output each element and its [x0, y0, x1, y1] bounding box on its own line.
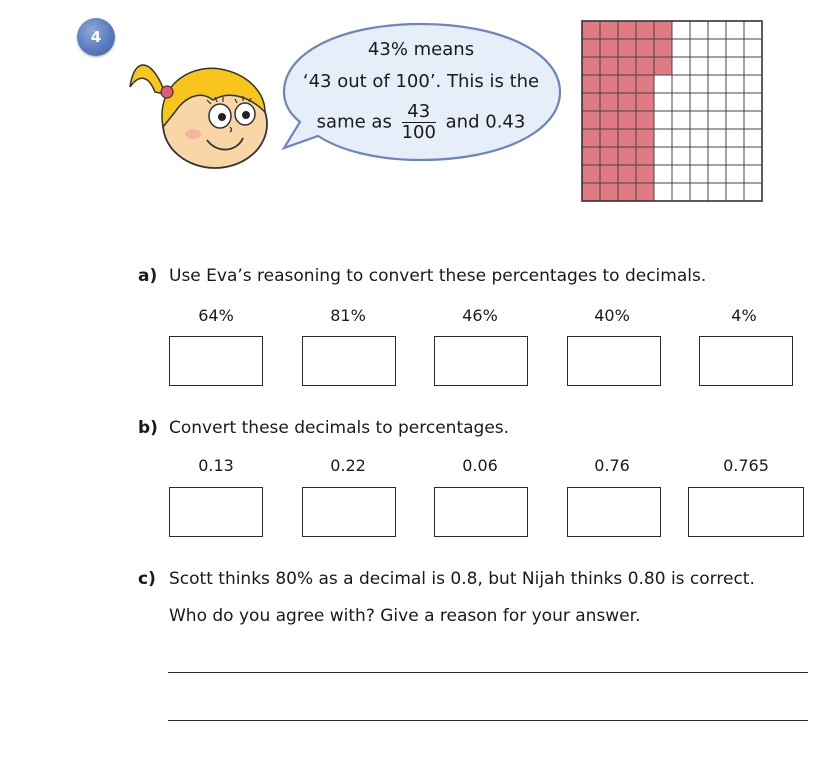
grid-cell	[744, 165, 762, 183]
part-a-answer-box[interactable]	[699, 336, 793, 386]
grid-cell-shaded	[600, 93, 618, 111]
grid-cell	[708, 21, 726, 39]
grid-cell	[726, 93, 744, 111]
grid-cell	[744, 129, 762, 147]
grid-cell	[744, 93, 762, 111]
grid-cell	[726, 75, 744, 93]
part-b-answer-box[interactable]	[169, 487, 263, 537]
grid-cell	[726, 39, 744, 57]
part-b-answer-box[interactable]	[434, 487, 528, 537]
part-a-answer-box[interactable]	[169, 336, 263, 386]
grid-cell	[654, 111, 672, 129]
grid-cell-shaded	[582, 75, 600, 93]
part-c-question: Who do you agree with? Give a reason for your answer.	[169, 606, 641, 626]
grid-cell	[672, 165, 690, 183]
grid-cell	[672, 57, 690, 75]
grid-cell-shaded	[636, 75, 654, 93]
question-number-badge: 4	[77, 18, 115, 56]
grid-cell-shaded	[582, 111, 600, 129]
grid-cell	[654, 147, 672, 165]
grid-cell	[690, 129, 708, 147]
grid-cell-shaded	[582, 129, 600, 147]
grid-cell	[744, 111, 762, 129]
grid-cell	[672, 39, 690, 57]
grid-cell-shaded	[600, 147, 618, 165]
grid-cell-shaded	[582, 147, 600, 165]
answer-line[interactable]	[168, 672, 808, 673]
grid-cell	[690, 57, 708, 75]
part-b-label: b)	[138, 418, 158, 438]
part-b-value: 0.13	[198, 456, 234, 475]
grid-cell	[708, 39, 726, 57]
part-b-value: 0.765	[723, 456, 769, 475]
grid-cell-shaded	[600, 75, 618, 93]
grid-cell	[690, 111, 708, 129]
grid-cell	[708, 183, 726, 201]
grid-cell	[708, 129, 726, 147]
grid-cell	[690, 165, 708, 183]
grid-cell	[690, 39, 708, 57]
grid-cell	[690, 147, 708, 165]
part-b-answer-box[interactable]	[567, 487, 661, 537]
speech-line-3-suffix: and 0.43	[445, 111, 526, 133]
part-b-value: 0.76	[594, 456, 630, 475]
grid-cell	[654, 75, 672, 93]
part-a-answer-box[interactable]	[567, 336, 661, 386]
grid-cell	[744, 183, 762, 201]
grid-cell-shaded	[636, 165, 654, 183]
part-a-label: a)	[138, 266, 158, 286]
part-c-label: c)	[138, 569, 156, 589]
grid-cell	[708, 111, 726, 129]
grid-cell	[726, 165, 744, 183]
grid-cell-shaded	[582, 21, 600, 39]
grid-cell-shaded	[636, 93, 654, 111]
grid-cell-shaded	[636, 111, 654, 129]
grid-cell	[744, 147, 762, 165]
grid-cell	[672, 75, 690, 93]
grid-cell-shaded	[618, 147, 636, 165]
hundred-square-grid	[581, 20, 763, 202]
speech-line-3	[290, 102, 552, 143]
grid-cell-shaded	[618, 93, 636, 111]
grid-cell-shaded	[618, 39, 636, 57]
grid-cell	[744, 39, 762, 57]
speech-bubble-text	[290, 34, 552, 143]
grid-cell-shaded	[618, 129, 636, 147]
fraction-denominator: 100	[401, 122, 436, 143]
part-a-value: 64%	[198, 306, 234, 325]
grid-cell	[690, 183, 708, 201]
grid-cell	[726, 183, 744, 201]
fraction-numerator: 43	[402, 102, 436, 123]
part-b-answer-box[interactable]	[688, 487, 804, 537]
grid-cell	[672, 147, 690, 165]
grid-cell-shaded	[618, 165, 636, 183]
grid-cell-shaded	[600, 129, 618, 147]
grid-cell-shaded	[654, 57, 672, 75]
grid-cell	[654, 129, 672, 147]
grid-cell-shaded	[582, 93, 600, 111]
grid-cell-shaded	[600, 111, 618, 129]
grid-cell	[726, 57, 744, 75]
grid-cell-shaded	[582, 39, 600, 57]
part-b-answer-box[interactable]	[302, 487, 396, 537]
grid-cell-shaded	[618, 183, 636, 201]
grid-cell-shaded	[654, 21, 672, 39]
grid-cell	[726, 21, 744, 39]
eva-character-illustration	[125, 42, 270, 172]
grid-cell-shaded	[636, 183, 654, 201]
grid-cell-shaded	[582, 57, 600, 75]
grid-cell-shaded	[636, 129, 654, 147]
grid-cell-shaded	[618, 75, 636, 93]
grid-cell-shaded	[600, 21, 618, 39]
grid-cell	[690, 93, 708, 111]
grid-cell	[654, 165, 672, 183]
grid-cell-shaded	[636, 21, 654, 39]
grid-cell	[708, 75, 726, 93]
grid-cell	[726, 147, 744, 165]
grid-cell	[708, 57, 726, 75]
part-a-answer-box[interactable]	[302, 336, 396, 386]
grid-cell-shaded	[636, 57, 654, 75]
part-b-value: 0.06	[462, 456, 498, 475]
answer-line[interactable]	[168, 720, 808, 721]
grid-cell	[654, 93, 672, 111]
part-c-statement: Scott thinks 80% as a decimal is 0.8, but Nijah thinks 0.80 is correct.	[169, 569, 755, 589]
grid-cell	[672, 111, 690, 129]
grid-cell	[708, 93, 726, 111]
fraction-43-over-100	[402, 102, 436, 143]
part-a-value: 4%	[731, 306, 757, 325]
grid-cell-shaded	[618, 111, 636, 129]
grid-cell-shaded	[636, 147, 654, 165]
grid-cell	[690, 21, 708, 39]
part-b-instruction: Convert these decimals to percentages.	[169, 418, 510, 438]
grid-cell-shaded	[600, 39, 618, 57]
grid-cell-shaded	[600, 183, 618, 201]
part-a-value: 40%	[594, 306, 630, 325]
part-a-instruction: Use Eva’s reasoning to convert these percentages to decimals.	[169, 266, 707, 286]
grid-cell-shaded	[618, 21, 636, 39]
grid-cell	[744, 57, 762, 75]
grid-cell-shaded	[636, 39, 654, 57]
grid-cell-shaded	[600, 57, 618, 75]
grid-cell-shaded	[582, 165, 600, 183]
grid-cell	[690, 75, 708, 93]
grid-cell	[726, 129, 744, 147]
grid-cell	[672, 183, 690, 201]
grid-cell	[708, 165, 726, 183]
speech-line-2: ‘43 out of 100’. This is the	[302, 71, 540, 92]
grid-cell	[708, 147, 726, 165]
part-a-value: 46%	[462, 306, 498, 325]
grid-cell	[672, 21, 690, 39]
speech-line-3-prefix: same as	[316, 111, 392, 133]
grid-cell-shaded	[582, 183, 600, 201]
grid-cell-shaded	[600, 165, 618, 183]
grid-cell	[726, 111, 744, 129]
part-a-answer-box[interactable]	[434, 336, 528, 386]
grid-cell	[654, 183, 672, 201]
grid-cell	[744, 21, 762, 39]
grid-cell	[744, 75, 762, 93]
part-a-value: 81%	[330, 306, 366, 325]
speech-line-1: 43% means	[367, 39, 475, 60]
grid-cell-shaded	[618, 57, 636, 75]
grid-cell	[672, 129, 690, 147]
part-b-value: 0.22	[330, 456, 366, 475]
grid-cell	[672, 93, 690, 111]
grid-cell-shaded	[654, 39, 672, 57]
